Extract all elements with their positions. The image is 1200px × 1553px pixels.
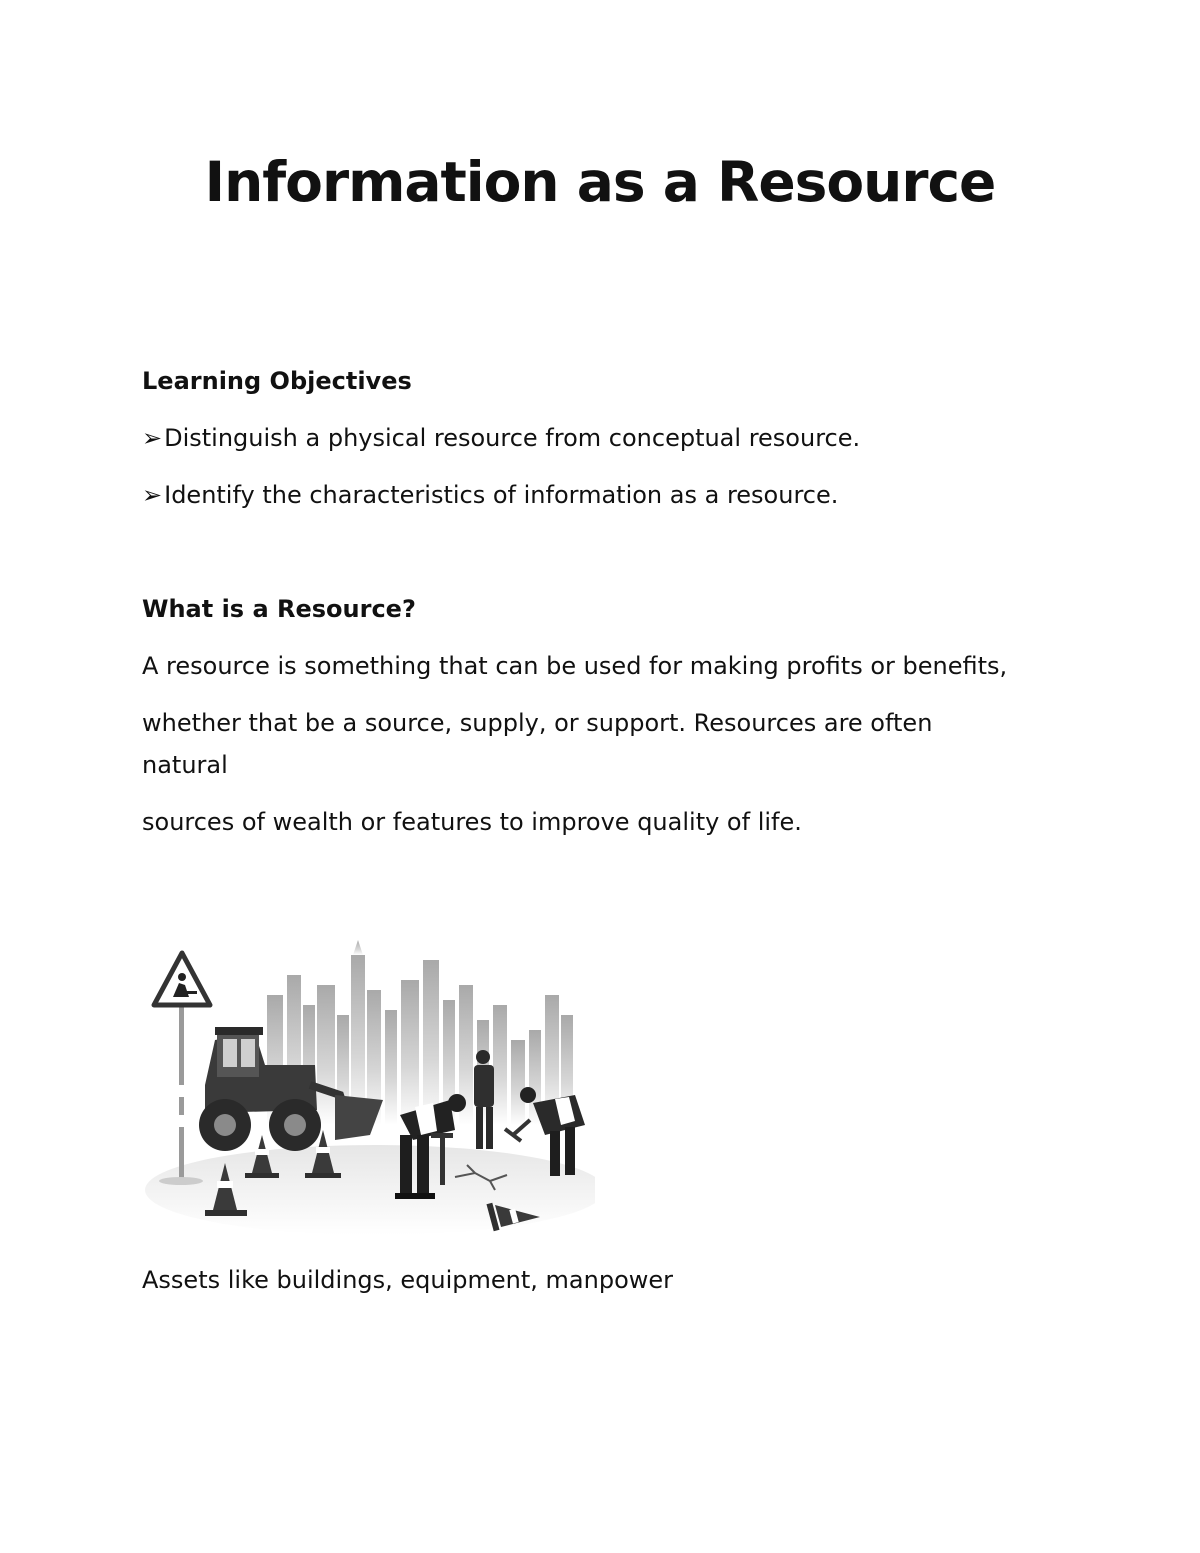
page-title: Information as a Resource (204, 150, 996, 214)
objective-text: Distinguish a physical resource from conceptual resource. (164, 424, 861, 452)
resource-heading: What is a Resource? (142, 595, 416, 623)
figure-caption: Assets like buildings, equipment, manpower (142, 1266, 674, 1294)
arrow-bullet-icon: ➢ (142, 481, 163, 509)
resource-line-3: natural (142, 751, 228, 779)
objective-item-2 (142, 480, 838, 510)
objective-item-1 (142, 423, 860, 453)
resource-line-1: A resource is something that can be used for making profits or benefits, (142, 652, 1008, 680)
resource-line-2: whether that be a source, supply, or support. Resources are often (142, 709, 933, 737)
construction-illustration (145, 935, 595, 1240)
road-work-sign (154, 953, 210, 1185)
arrow-bullet-icon: ➢ (142, 424, 163, 452)
learning-objectives-heading: Learning Objectives (142, 367, 412, 395)
objective-text: Identify the characteristics of information as a resource. (164, 481, 839, 509)
resource-line-4: sources of wealth or features to improve quality of life. (142, 808, 802, 836)
